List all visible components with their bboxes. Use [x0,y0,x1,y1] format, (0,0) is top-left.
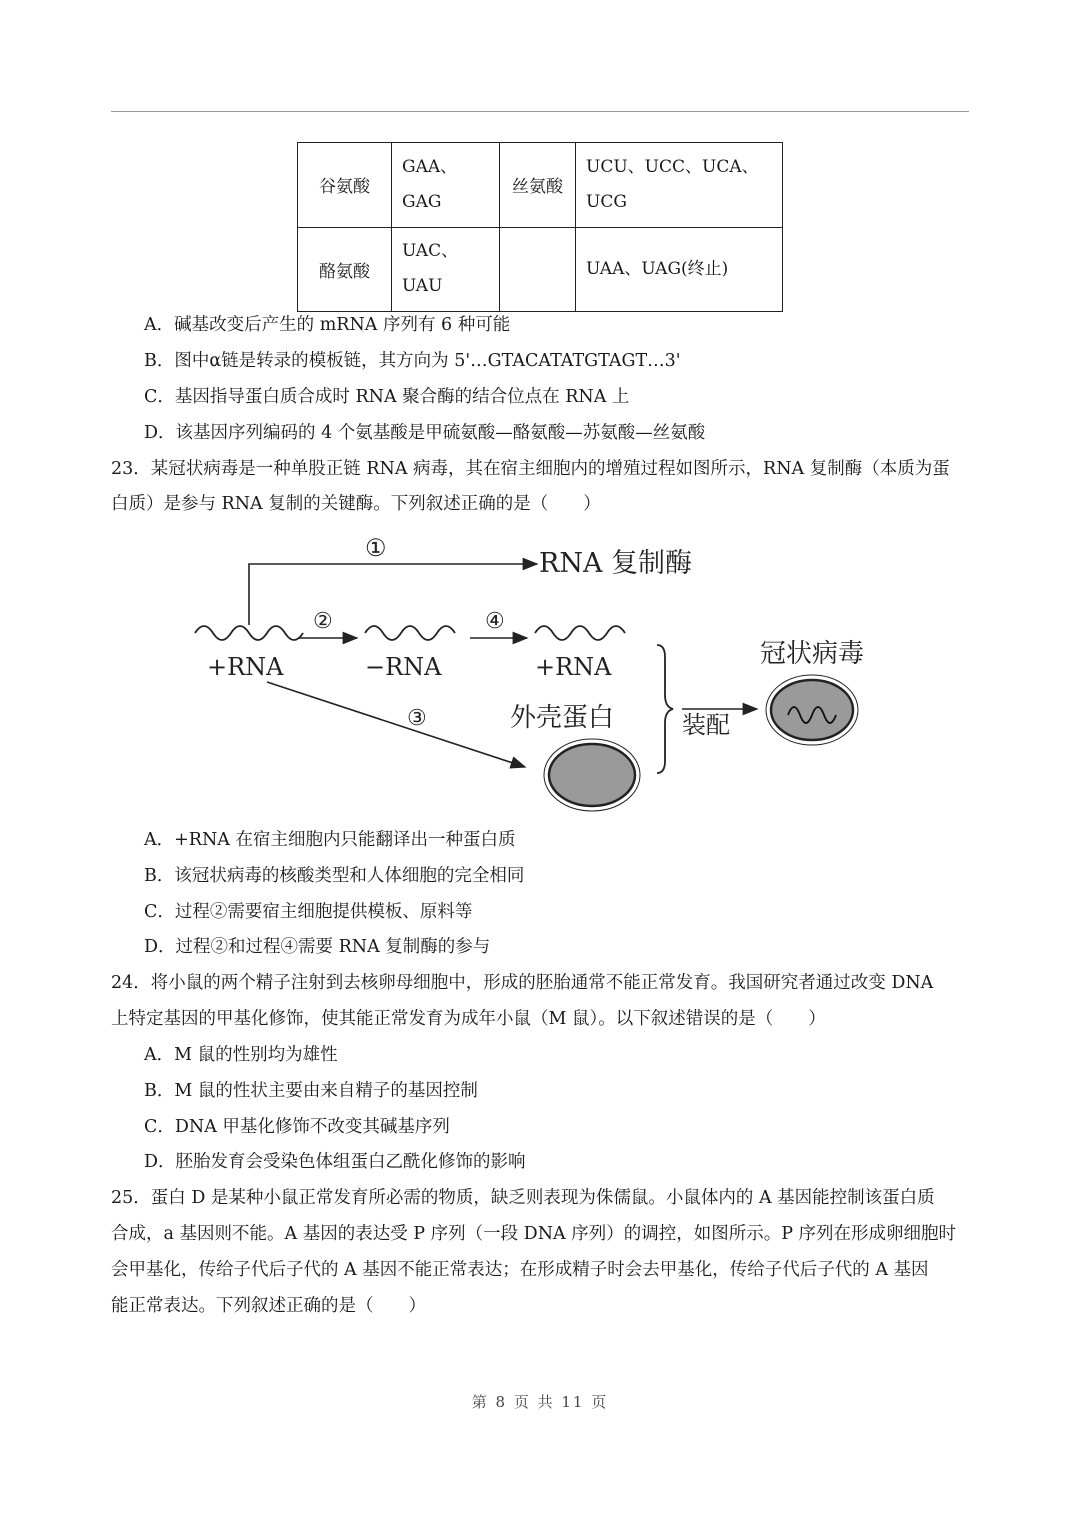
q23-option-a: A．+RNA 在宿主细胞内只能翻译出一种蛋白质 [144,830,516,850]
codon-cell: UAA、UAG(终止) [576,227,783,312]
q23-option-b: B．该冠状病毒的核酸类型和人体细胞的完全相同 [144,866,525,886]
q22-option-c: C．基因指导蛋白质合成时 RNA 聚合酶的结合位点在 RNA 上 [144,387,630,407]
amino-acid-cell [500,227,576,312]
plus-rna-strand-copy [535,626,625,640]
coat-protein-shape [549,744,635,806]
step2-label: ② [313,609,333,634]
q25-stem: 25．蛋白 D 是某种小鼠正常发育所必需的物质，缺乏则表现为侏儒鼠。小鼠体内的 A 基因能控制该蛋白质 [111,1188,935,1208]
codon-table [297,142,783,312]
codon-text: GAA、 [402,156,458,177]
codon-cell [392,227,500,312]
q24-option-c: C．DNA 甲基化修饰不改变其碱基序列 [144,1117,450,1137]
q22-option-a: A．碱基改变后产生的 mRNA 序列有 6 种可能 [144,315,511,335]
codon-text: GAG [402,191,442,212]
virus-replication-diagram [185,530,885,815]
minus-rna-label: −RNA [365,653,442,681]
step1-label: ① [365,534,387,562]
q22-option-d: D．该基因序列编码的 4 个氨基酸是甲硫氨酸—酪氨酸—苏氨酸—丝氨酸 [144,423,706,443]
virus-shape [771,680,853,740]
q23-stem: 23．某冠状病毒是一种单股正链 RNA 病毒，其在宿主细胞内的增殖过程如图所示，RNA 复制酶（本质为蛋 [111,459,950,479]
plus-rna-strand [195,626,303,640]
q23-option-c: C．过程②需要宿主细胞提供模板、原料等 [144,902,473,922]
virus-label: 冠状病毒 [760,639,865,669]
q25-stem: 会甲基化，传给子代后子代的 A 基因不能正常表达；在形成精子时会去甲基化，传给子代后子代的 A 基因 [111,1260,929,1280]
minus-rna-strand [365,626,455,640]
amino-acid-cell: 酪氨酸 [298,227,392,312]
amino-acid-cell: 谷氨酸 [298,143,392,228]
step3-label: ③ [407,706,427,731]
codon-text: UAC、 [402,241,459,262]
q23-stem: 白质）是参与 RNA 复制的关键酶。下列叙述正确的是（ ） [111,494,601,514]
q25-stem: 能正常表达。下列叙述正确的是（ ） [111,1296,426,1316]
codon-text: UAU [402,276,443,297]
step3-arrow [267,682,525,767]
page-number: 第 8 页 共 11 页 [471,1393,609,1411]
q25-stem: 合成，a 基因则不能。A 基因的表达受 P 序列（一段 DNA 序列）的调控，如图所示。P 序列在形成卵细胞时 [111,1224,957,1244]
q24-option-b: B．M 鼠的性状主要由来自精子的基因控制 [144,1081,478,1101]
q24-stem: 24．将小鼠的两个精子注射到去核卵母细胞中，形成的胚胎通常不能正常发育。我国研究者通过改变 DNA [111,973,934,993]
codon-cell [392,143,500,228]
plus-rna2-label: +RNA [535,653,612,681]
plus-rna-label: +RNA [207,653,284,681]
codon-cell: UCU、UCC、UCA、UCG [576,143,783,228]
assembly-label: 装配 [682,711,730,739]
amino-acid-cell: 丝氨酸 [500,143,576,228]
q22-option-b: B．图中α链是转录的模板链，其方向为 5'…GTACATATGTAGT…3' [144,351,681,371]
brace [657,645,673,773]
coat-protein-label: 外壳蛋白 [510,703,615,733]
table-row [298,143,783,228]
replicase-label: RNA 复制酶 [539,548,693,579]
table-row [298,227,783,312]
q24-option-a: A．M 鼠的性别均为雄性 [144,1045,338,1065]
q24-option-d: D．胚胎发育会受染色体组蛋白乙酰化修饰的影响 [144,1152,526,1172]
q24-stem: 上特定基因的甲基化修饰，使其能正常发育为成年小鼠（M 鼠）。以下叙述错误的是（ ） [111,1009,826,1029]
header-rule [111,111,969,112]
step4-label: ④ [485,609,505,634]
q23-option-d: D．过程②和过程④需要 RNA 复制酶的参与 [144,937,491,957]
